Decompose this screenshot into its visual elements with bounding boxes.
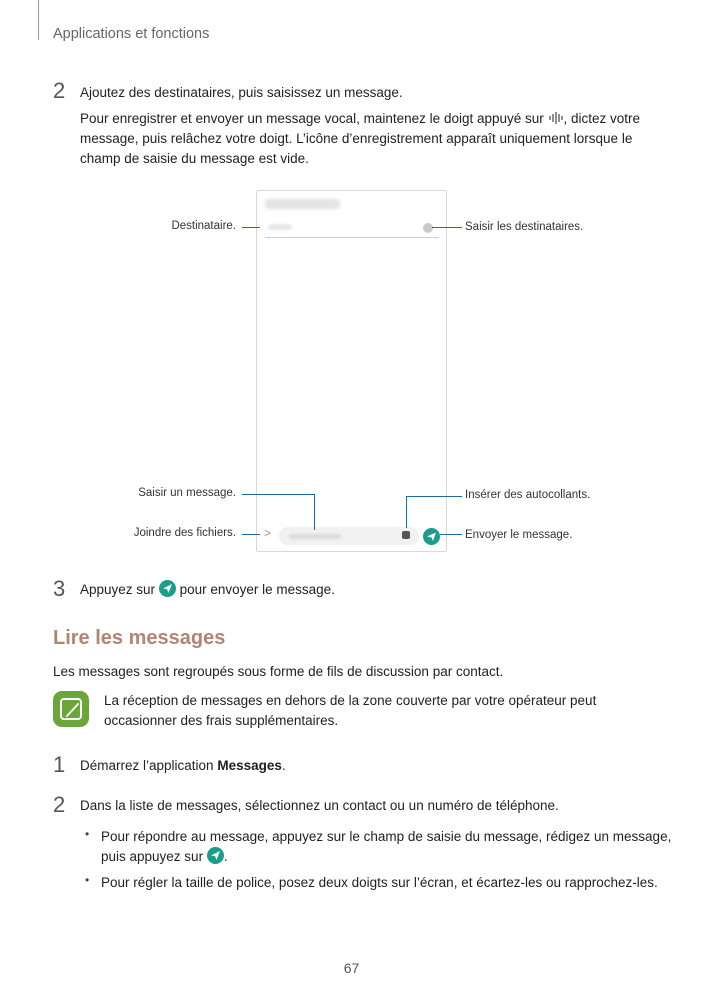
message-input-placeholder-blurred <box>289 534 341 539</box>
sticker-icon <box>402 531 410 539</box>
screen-title-blurred <box>265 199 340 209</box>
callout-send-message: Envoyer le message. <box>465 529 573 541</box>
note-pencil-icon <box>53 691 89 727</box>
bullet-text: Pour répondre au message, appuyez sur le champ de saisie du message, rédigez un message, <box>101 829 672 844</box>
send-icon <box>207 847 224 864</box>
step-text-part: Appuyez sur <box>80 582 156 597</box>
callout-line <box>406 496 462 497</box>
step-text <box>80 756 286 776</box>
recipient-underline <box>265 237 439 238</box>
header-rule <box>38 0 39 40</box>
step-text-part: . <box>281 758 286 773</box>
step-text <box>80 580 335 600</box>
step-paragraph-line: champ de saisie du message est vide. <box>80 151 309 166</box>
step-number: 2 <box>53 792 66 817</box>
attach-icon: > <box>264 526 272 540</box>
bullet-dot: • <box>85 873 90 887</box>
bullet-text-part: puis appuyez sur <box>101 849 204 864</box>
step-paragraph-line <box>80 109 640 131</box>
bullet-text <box>101 847 228 867</box>
step-text: Dans la liste de messages, sélectionnez un contact ou un numéro de téléphone. <box>80 798 559 813</box>
page-number: 67 <box>343 960 360 976</box>
callout-enter-recipients: Saisir les destinataires. <box>465 221 584 233</box>
page-header: Applications et fonctions <box>53 26 210 42</box>
send-icon <box>159 580 176 597</box>
bullet-text: Pour régler la taille de police, posez deux doigts sur l’écran, et écartez-les ou rapprochez-les. <box>101 875 658 890</box>
paragraph-text: Pour enregistrer et envoyer un message vocal, maintenez le doigt appuyé sur <box>80 111 544 126</box>
step-paragraph-line: message, puis relâchez votre doigt. L’icône d’enregistrement apparaît uniquement lorsque le <box>80 131 633 146</box>
callout-line <box>242 227 260 228</box>
bullet-dot: • <box>85 827 90 841</box>
recipient-field-blurred <box>268 224 292 230</box>
phone-screenshot <box>256 190 447 552</box>
step-number: 2 <box>53 78 66 103</box>
callout-enter-message: Saisir un message. <box>138 487 236 499</box>
app-name: Messages <box>217 758 282 773</box>
note-text: La réception de messages en dehors de la zone couverte par votre opérateur peut <box>104 693 597 708</box>
callout-line <box>314 494 315 530</box>
callout-line <box>432 227 462 228</box>
section-title: Lire les messages <box>53 627 226 649</box>
callout-line <box>440 534 462 535</box>
callout-line <box>242 534 260 535</box>
paragraph-text: , dictez votre <box>563 111 641 126</box>
note-text: occasionner des frais supplémentaires. <box>104 713 339 728</box>
section-intro: Les messages sont regroupés sous forme de fils de discussion par contact. <box>53 664 504 679</box>
callout-attach-files: Joindre des fichiers. <box>133 527 236 539</box>
callout-line <box>406 496 407 528</box>
step-number: 3 <box>53 576 66 601</box>
bullet-text-part: . <box>223 849 228 864</box>
step-text-part: pour envoyer le message. <box>179 582 335 597</box>
callout-recipient: Destinataire. <box>171 220 236 232</box>
step-text: Ajoutez des destinataires, puis saisissez un message. <box>80 85 403 100</box>
step-number: 1 <box>53 752 66 777</box>
add-recipient-icon <box>423 223 433 233</box>
send-icon <box>423 528 440 545</box>
step-text-part: Démarrez l’application <box>80 758 214 773</box>
callout-insert-stickers: Insérer des autocollants. <box>465 489 591 501</box>
callout-line <box>242 494 314 495</box>
voice-record-icon <box>548 111 564 131</box>
